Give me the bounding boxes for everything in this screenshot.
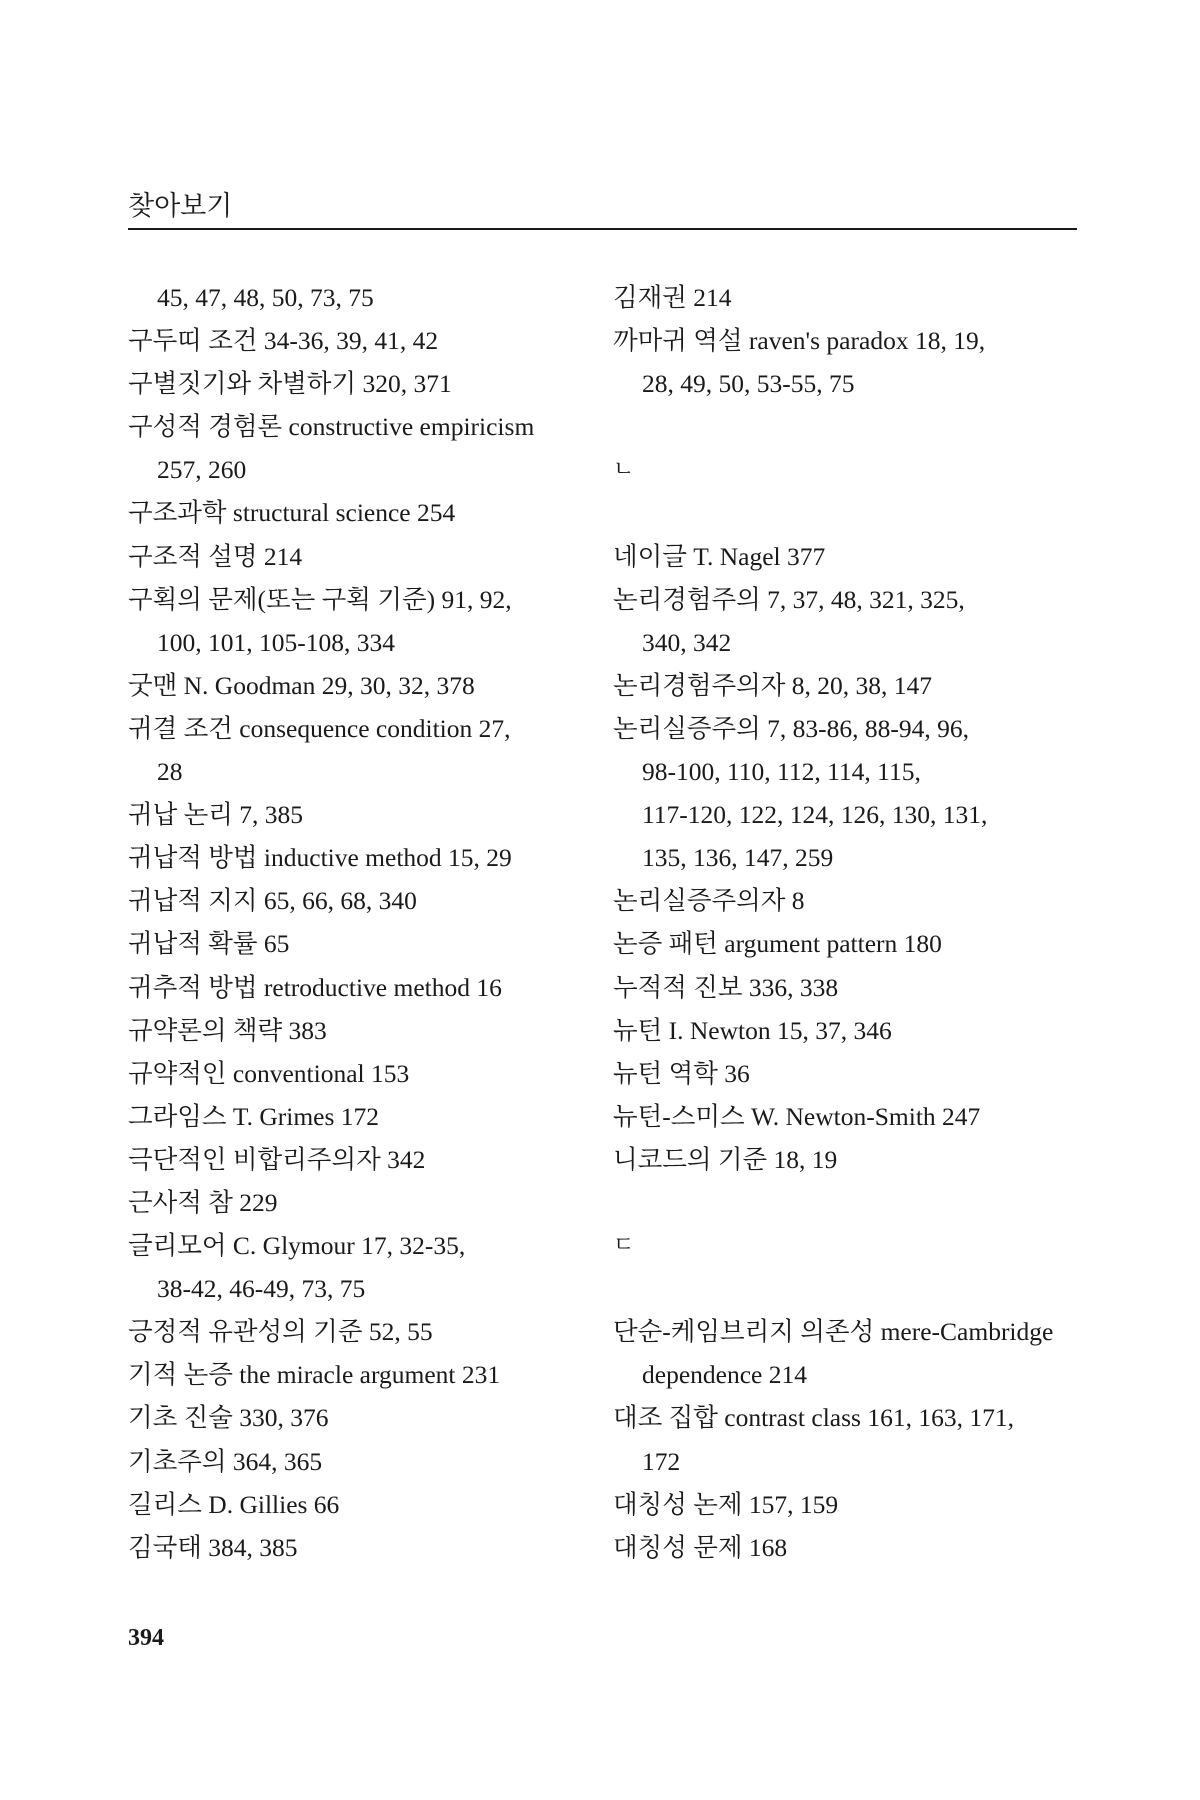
index-entry-continuation: 135, 136, 147, 259: [642, 843, 834, 873]
index-entry: 귀납적 확률 65: [128, 929, 290, 959]
index-entry: 논리경험주의 7, 37, 48, 321, 325,: [613, 584, 965, 614]
index-entry: 글리모어 C. Glymour 17, 32-35,: [128, 1231, 466, 1261]
index-entry: 귀결 조건 consequence condition 27,: [128, 713, 511, 743]
index-entry-continuation: dependence 214: [642, 1360, 807, 1390]
index-entry-continuation: 28: [157, 757, 183, 787]
index-entry-continuation: 172: [642, 1446, 681, 1476]
index-entry: 니코드의 기준 18, 19: [613, 1144, 838, 1174]
index-entry-continuation: 38-42, 46-49, 73, 75: [157, 1274, 366, 1304]
index-entry: 구성적 경험론 constructive empiricism: [128, 412, 535, 442]
index-entry: 근사적 참 229: [128, 1187, 278, 1217]
index-entry-continuation: 28, 49, 50, 53-55, 75: [642, 369, 855, 399]
index-entry: 까마귀 역설 raven's paradox 18, 19,: [613, 326, 986, 356]
index-entry: 논리경험주의자 8, 20, 38, 147: [613, 670, 933, 700]
index-entry: 규약론의 책략 383: [128, 1015, 327, 1045]
index-column-left: [128, 276, 578, 1569]
index-entry: 논리실증주의 7, 83-86, 88-94, 96,: [613, 713, 970, 743]
page-header: [128, 190, 1077, 224]
index-spacer: [613, 405, 1063, 448]
index-entry: 규약적인 conventional 153: [128, 1058, 410, 1088]
index-entry: 뉴턴 역학 36: [613, 1058, 750, 1088]
index-entry: 대칭성 문제 168: [613, 1532, 788, 1562]
index-entry: 그라임스 T. Grimes 172: [128, 1101, 380, 1131]
index-entry: 구조적 설명 214: [128, 541, 303, 571]
index-entry-continuation: 117-120, 122, 124, 126, 130, 131,: [642, 800, 988, 830]
index-section-heading: ㄴ: [613, 457, 635, 483]
index-entry: 귀추적 방법 retroductive method 16: [128, 972, 502, 1002]
index-entry: 김재권 214: [613, 283, 732, 312]
index-entry: 구별짓기와 차별하기 320, 371: [128, 369, 452, 399]
page-number: 394: [128, 1625, 164, 1651]
index-entry: 귀납 논리 7, 385: [128, 800, 304, 830]
index-entry: 논증 패턴 argument pattern 180: [613, 929, 942, 959]
index-entry: 단순-케임브리지 의존성 mere-Cambridge: [613, 1317, 1054, 1347]
index-entry: 기초주의 364, 365: [128, 1446, 323, 1476]
index-entry: 구획의 문제(또는 구획 기준) 91, 92,: [128, 584, 512, 614]
index-entry: 네이글 T. Nagel 377: [613, 541, 826, 571]
index-entry: 뉴턴-스미스 W. Newton-Smith 247: [613, 1101, 981, 1131]
index-section-heading: ㄷ: [613, 1233, 635, 1259]
index-column-right: [613, 276, 1063, 1569]
index-entry: 기적 논증 the miracle argument 231: [128, 1360, 501, 1390]
index-entry: 귀납적 지지 65, 66, 68, 340: [128, 886, 417, 916]
index-entry: 김국태 384, 385: [128, 1532, 298, 1562]
index-entry: 길리스 D. Gillies 66: [128, 1489, 340, 1519]
index-entry-continuation: 45, 47, 48, 50, 73, 75: [157, 283, 374, 312]
index-entry-continuation: 257, 260: [157, 455, 247, 485]
index-entry: 극단적인 비합리주의자 342: [128, 1144, 426, 1174]
index-entry: 대조 집합 contrast class 161, 163, 171,: [613, 1403, 1014, 1433]
index-spacer: [613, 491, 1063, 534]
section-title: 찾아보기: [128, 191, 233, 222]
index-entry: 논리실증주의자 8: [613, 886, 805, 916]
index-entry-continuation: 340, 342: [642, 627, 732, 657]
index-entry: 기초 진술 330, 376: [128, 1403, 329, 1433]
index-entry-continuation: 98-100, 110, 112, 114, 115,: [642, 757, 921, 787]
index-entry: 긍정적 유관성의 기준 52, 55: [128, 1317, 433, 1347]
index-spacer: [613, 1181, 1063, 1224]
index-entry: 구조과학 structural science 254: [128, 498, 456, 528]
header-rule: [128, 228, 1077, 230]
index-entry: 누적적 진보 336, 338: [613, 972, 839, 1002]
index-entry: 대칭성 논제 157, 159: [613, 1489, 839, 1519]
index-entry: 귀납적 방법 inductive method 15, 29: [128, 843, 512, 873]
index-spacer: [613, 1267, 1063, 1310]
index-entry: 구두띠 조건 34-36, 39, 41, 42: [128, 326, 439, 356]
index-entry-continuation: 100, 101, 105-108, 334: [157, 627, 395, 657]
index-entry: 뉴턴 I. Newton 15, 37, 346: [613, 1015, 892, 1045]
index-entry: 굿맨 N. Goodman 29, 30, 32, 378: [128, 670, 475, 700]
